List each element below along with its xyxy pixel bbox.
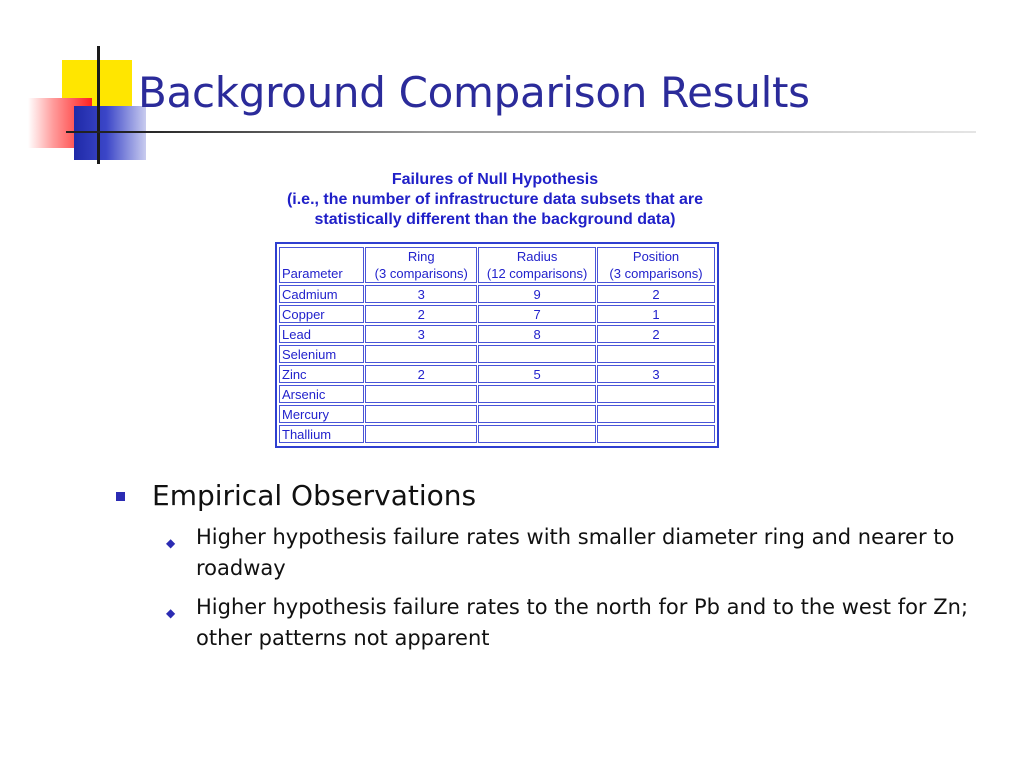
- diamond-bullet-icon: ◆: [166, 606, 176, 620]
- row-name: Zinc: [279, 365, 364, 383]
- table-header-row: [279, 247, 715, 283]
- logo-blue-square: [74, 106, 146, 160]
- bullet-sub-1: [166, 522, 990, 584]
- row-name: Thallium: [279, 425, 364, 443]
- results-table: [278, 245, 716, 445]
- header-radius-sub: (12 comparisons): [486, 266, 588, 281]
- header-parameter: Parameter: [279, 247, 364, 283]
- cell-ring: 3: [365, 285, 477, 303]
- row-name: Arsenic: [279, 385, 364, 403]
- cell-position: [597, 405, 715, 423]
- cell-ring: [365, 405, 477, 423]
- cell-radius: 5: [478, 365, 596, 383]
- row-name: Copper: [279, 305, 364, 323]
- header-position-label: Position: [632, 249, 680, 264]
- results-table-frame: [275, 242, 719, 448]
- table-row: [279, 385, 715, 403]
- cell-position: [597, 425, 715, 443]
- bullet-list: [110, 478, 990, 654]
- cell-ring: [365, 425, 477, 443]
- cell-ring: [365, 385, 477, 403]
- caption-line-3: statistically different than the background data): [314, 211, 676, 228]
- header-position: [597, 247, 715, 283]
- bullet-sub-2-text: Higher hypothesis failure rates to the north for Pb and to the west for Zn; other patterns not apparent: [196, 595, 969, 650]
- cell-radius: [478, 405, 596, 423]
- header-radius: [478, 247, 596, 283]
- cell-position: 3: [597, 365, 715, 383]
- caption-line-1: Failures of Null Hypothesis: [391, 171, 599, 188]
- cell-ring: [365, 345, 477, 363]
- caption-line-2: (i.e., the number of infrastructure data subsets that are: [286, 191, 704, 208]
- cell-radius: 9: [478, 285, 596, 303]
- cell-radius: [478, 345, 596, 363]
- row-name: Cadmium: [279, 285, 364, 303]
- cell-ring: 2: [365, 365, 477, 383]
- bullet-main: [110, 478, 990, 514]
- table-row: [279, 365, 715, 383]
- cell-radius: 7: [478, 305, 596, 323]
- table-row: [279, 405, 715, 423]
- cell-position: 1: [597, 305, 715, 323]
- square-bullet-icon: [116, 492, 125, 501]
- row-name: Selenium: [279, 345, 364, 363]
- cell-position: [597, 385, 715, 403]
- header-ring-sub: (3 comparisons): [374, 266, 468, 281]
- cell-position: 2: [597, 325, 715, 343]
- title-underline: [66, 131, 976, 133]
- table-caption: [240, 170, 750, 230]
- cell-position: [597, 345, 715, 363]
- bullet-sub-1-text: Higher hypothesis failure rates with smaller diameter ring and nearer to roadway: [196, 525, 955, 580]
- cell-radius: 8: [478, 325, 596, 343]
- slide-title: Background Comparison Results: [138, 68, 810, 117]
- header-ring-label: Ring: [407, 249, 435, 264]
- table-row: [279, 305, 715, 323]
- cell-radius: [478, 425, 596, 443]
- logo-vertical-line: [97, 46, 100, 164]
- table-row: [279, 345, 715, 363]
- table-row: [279, 325, 715, 343]
- diamond-bullet-icon: ◆: [166, 536, 176, 550]
- header-ring: [365, 247, 477, 283]
- bullet-main-text: Empirical Observations: [152, 479, 477, 512]
- row-name: Mercury: [279, 405, 364, 423]
- cell-radius: [478, 385, 596, 403]
- cell-ring: 2: [365, 305, 477, 323]
- bullet-sub-2: [166, 592, 990, 654]
- header-position-sub: (3 comparisons): [609, 266, 703, 281]
- row-name: Lead: [279, 325, 364, 343]
- cell-position: 2: [597, 285, 715, 303]
- cell-ring: 3: [365, 325, 477, 343]
- header-radius-label: Radius: [516, 249, 558, 264]
- table-row: [279, 425, 715, 443]
- table-row: [279, 285, 715, 303]
